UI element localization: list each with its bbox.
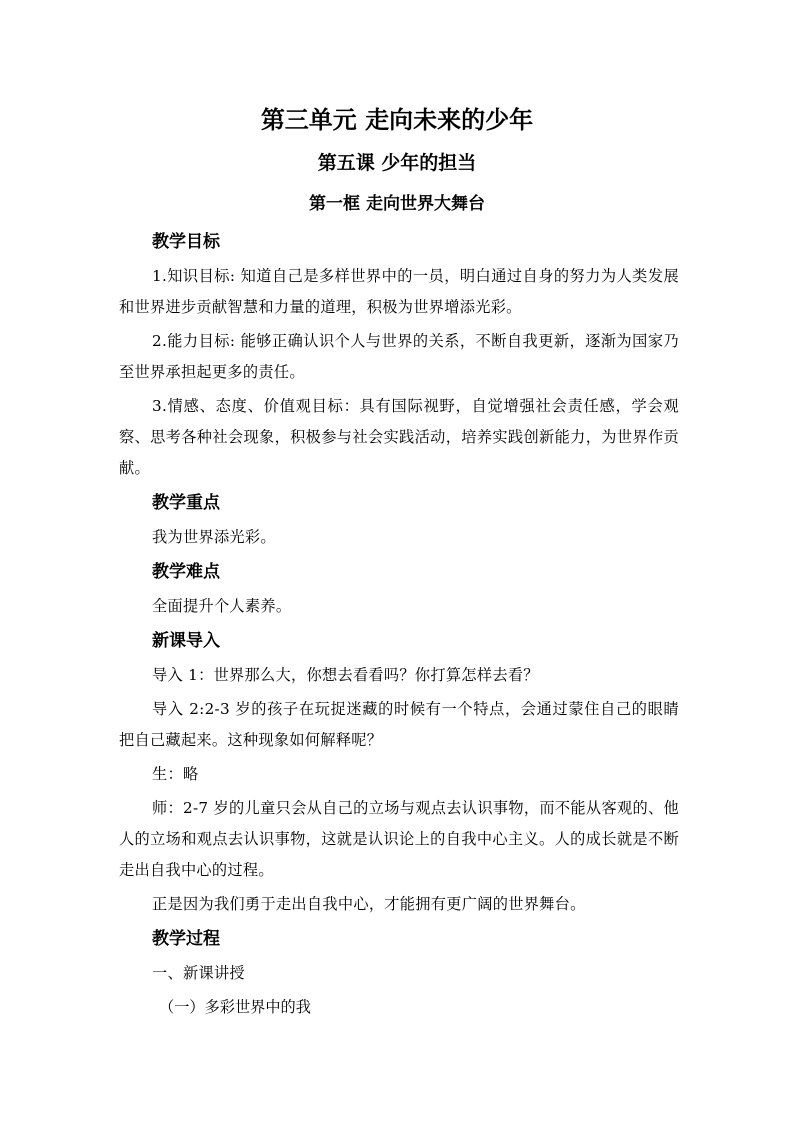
intro-heading: 新课导入 [152,631,220,651]
process-subpart: （一）多彩世界中的我 [159,998,311,1016]
intro-paragraph: 正是因为我们勇于走出自我中心，才能拥有更广阔的世界舞台。 [152,895,586,913]
section-title: 第一框 走向世界大舞台 [309,194,485,214]
difficulty-heading: 教学难点 [152,562,220,582]
key-point-text: 我为世界添光彩。 [152,528,276,546]
goal-ability: 2.能力目标: 能够正确认识个人与世界的关系，不断自我更新，逐渐为国家乃至世界承担起更多的责任。 [119,332,679,381]
difficulty-text: 全面提升个人素养。 [152,597,292,615]
goal-knowledge: 1.知识目标: 知道自己是多样世界中的一员，明白通过自身的努力为人类发展和世界进步贡献智慧和力量的道理，积极为世界增添光彩。 [119,267,679,316]
document-body [119,226,679,1023]
lesson-title: 第五课 少年的担当 [317,152,477,174]
key-point-heading: 教学重点 [152,493,220,513]
intro-paragraph: 导入 2:2-3 岁的孩子在玩捉迷藏的时候有一个特点，会通过蒙住自己的眼睛把自己藏起来。这种现象如何解释呢？ [119,700,679,749]
intro-paragraph: 师：2-7 岁的儿童只会从自己的立场与观点去认识事物，而不能从客观的、他人的立场和观点去认识事物，这就是认识论上的自我中心主义。人的成长就是不断走出自我中心的过程。 [119,799,679,879]
goal-emotion: 3.情感、态度、价值观目标：具有国际视野，自觉增强社会责任感，学会观察、思考各种社会现象，积极参与社会实践活动，培养实践创新能力，为世界作贡献。 [119,397,679,477]
goals-heading: 教学目标 [152,232,220,252]
process-part: 一、新课讲授 [152,964,245,982]
intro-paragraph: 导入 1：世界那么大，你想去看看吗？你打算怎样去看？ [152,666,539,684]
unit-title: 第三单元 走向未来的少年 [260,106,534,134]
intro-paragraph: 生：略 [152,765,199,783]
process-heading: 教学过程 [152,929,220,949]
